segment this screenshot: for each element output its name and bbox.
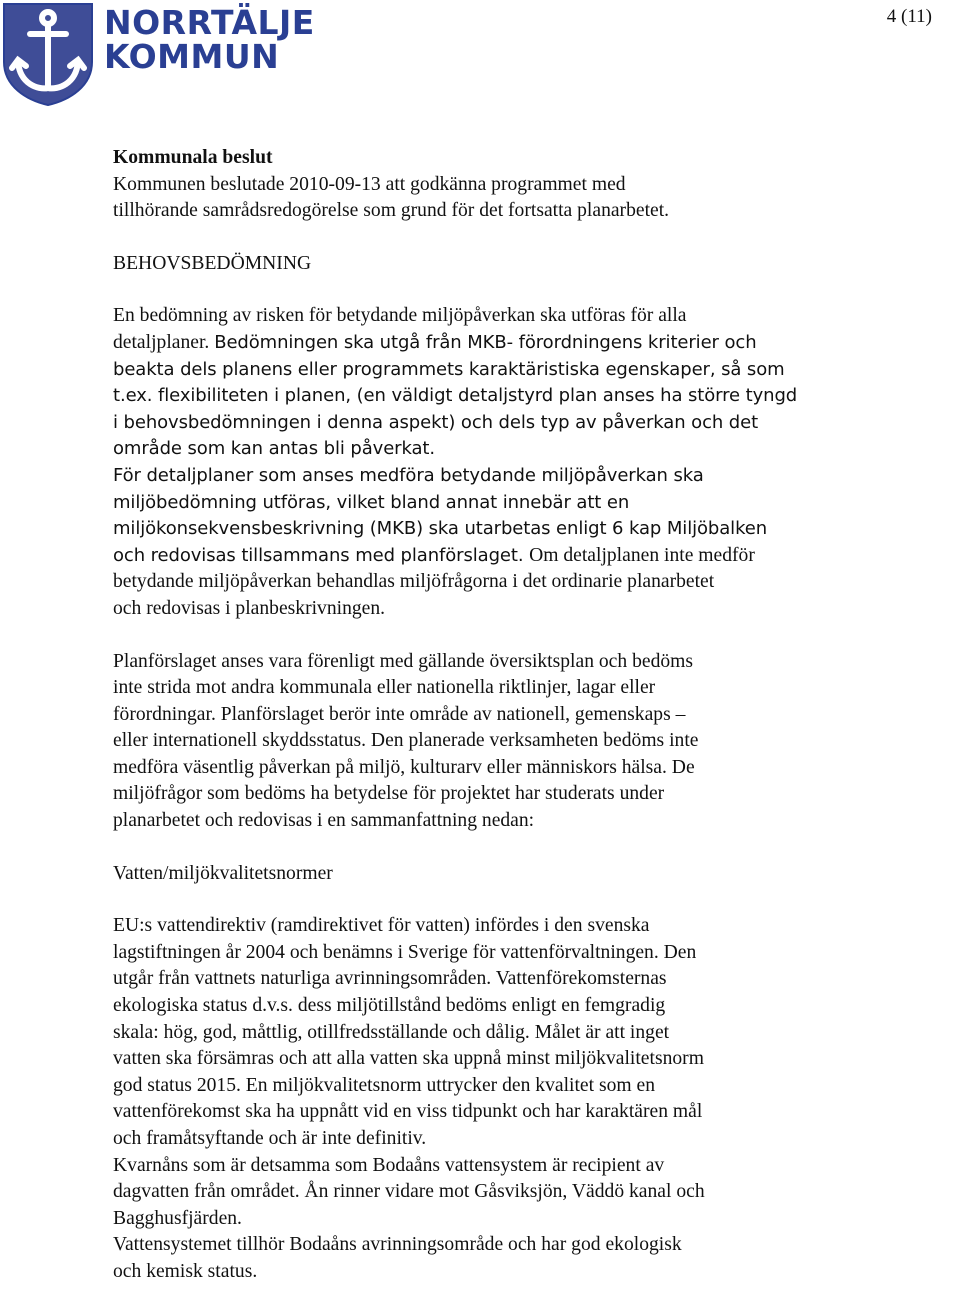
- paragraph-vatten-1: [113, 913, 833, 1152]
- text-line: förordningar. Planförslaget berör inte område av nationell, gemenskaps –: [113, 703, 686, 725]
- text-line: lagstiftningen år 2004 och benämns i Sverige för vattenförvaltningen. Den: [113, 941, 697, 963]
- text-line: i behovsbedömningen i denna aspekt) och dels typ av påverkan och det: [113, 411, 759, 433]
- paragraph-behovsbedomning-1: [113, 303, 833, 463]
- text-line: miljöbedömning utföras, vilket bland annat innebär att en: [113, 491, 630, 513]
- text-line: och kemisk status.: [113, 1260, 258, 1282]
- text-line: Kvarnåns som är detsamma som Bodaåns vattensystem är recipient av: [113, 1154, 665, 1176]
- text-segment: detaljplaner.: [113, 331, 215, 353]
- municipality-wordmark: [104, 3, 315, 76]
- paragraph-vatten-3: [113, 1232, 833, 1285]
- text-line: område som kan antas bli påverkat.: [113, 438, 435, 460]
- section-heading-kommunala-beslut: Kommunala beslut: [113, 147, 273, 168]
- paragraph-vatten-2: [113, 1153, 833, 1233]
- document-body: [113, 145, 833, 1286]
- text-line: Bagghusfjärden.: [113, 1207, 242, 1229]
- text-line: och redovisas i planbeskrivningen.: [113, 597, 386, 619]
- text-line: medföra väsentlig påverkan på miljö, kulturarv eller människors hälsa. De: [113, 756, 695, 778]
- text-line: Vattensystemet tillhör Bodaåns avrinningsområde och har god ekologisk: [113, 1234, 682, 1256]
- text-line: beakta dels planens eller programmets karaktäristiska egenskaper, så som: [113, 358, 785, 380]
- text-line: Planförslaget anses vara förenligt med gällande översiktsplan och bedöms: [113, 650, 694, 672]
- wordmark-line-1: NORRTÄLJE: [104, 3, 315, 42]
- text-line: god status 2015. En miljökvalitetsnorm uttrycker den kvalitet som en: [113, 1074, 656, 1096]
- paragraph-behovsbedomning-3: [113, 649, 833, 835]
- text-line: miljöfrågor som bedöms ha betydelse för projektet har studerats under: [113, 783, 665, 805]
- text-line: vatten ska försämras och att alla vatten ska uppnå minst miljökvalitetsnorm: [113, 1048, 704, 1070]
- text-segment: flexibiliteten i planen, (en väldigt detaljstyrd plan anses ha större tyngd: [158, 385, 798, 407]
- wordmark-line-2: KOMMUN: [104, 37, 280, 76]
- text-line: ekologiska status d.v.s. dess miljötillstånd bedöms enligt en femgradig: [113, 995, 666, 1017]
- text-line: och framåtsyftande och är inte definitiv.: [113, 1128, 427, 1149]
- text-line: tillhörande samrådsredogörelse som grund för det fortsatta planarbetet.: [113, 200, 670, 222]
- text-line: betydande miljöpåverkan behandlas miljöfrågorna i det ordinarie planarbetet: [113, 571, 715, 593]
- text-segment: Bedömningen ska utgå från MKB- förordningens kriterier och: [214, 331, 757, 353]
- text-segment: t.ex.: [113, 385, 159, 407]
- text-line: För detaljplaner som anses medföra betydande miljöpåverkan ska: [113, 464, 704, 486]
- text-line: utgår från vattnets naturliga avrinningsområden. Vattenförekomsternas: [113, 968, 667, 990]
- text-line: dagvatten från området. Ån rinner vidare mot Gåsviksjön, Väddö kanal och: [113, 1181, 705, 1203]
- text-line: Kommunen beslutade 2010-09-13 att godkänna programmet med: [113, 173, 626, 195]
- text-line: inte strida mot andra kommunala eller nationella riktlinjer, lagar eller: [113, 677, 656, 699]
- text-line: [113, 330, 833, 357]
- text-line: eller internationell skyddsstatus. Den planerade verksamheten bedöms inte: [113, 730, 699, 752]
- page-number: 4 (11): [886, 6, 932, 27]
- section-heading-behovsbedomning: BEHOVSBEDÖMNING: [113, 252, 312, 274]
- text-segment: och redovisas tillsammans med planförslaget.: [113, 544, 530, 566]
- text-line: miljökonsekvensbeskrivning (MKB) ska utarbetas enligt 6 kap Miljöbalken: [113, 518, 768, 540]
- municipal-shield-logo: [0, 2, 96, 106]
- text-line: planarbetet och redovisas i en sammanfattning nedan:: [113, 810, 535, 832]
- section-heading-vatten-miljokvalitetsnormer: Vatten/miljökvalitetsnormer: [113, 862, 333, 884]
- text-line: [113, 383, 833, 410]
- text-line: En bedömning av risken för betydande miljöpåverkan ska utföras för alla: [113, 305, 687, 327]
- text-line: EU:s vattendirektiv (ramdirektivet för vatten) infördes i den svenska: [113, 915, 650, 937]
- text-segment: Om detaljplanen inte medför: [529, 544, 755, 566]
- text-line: vattenförekomst ska ha uppnått vid en viss tidpunkt och har karaktären mål: [113, 1101, 703, 1123]
- text-line: [113, 543, 833, 570]
- text-line: skala: hög, god, måttlig, otillfredsställande och dålig. Målet är att inget: [113, 1021, 670, 1043]
- paragraph-behovsbedomning-2: [113, 463, 833, 623]
